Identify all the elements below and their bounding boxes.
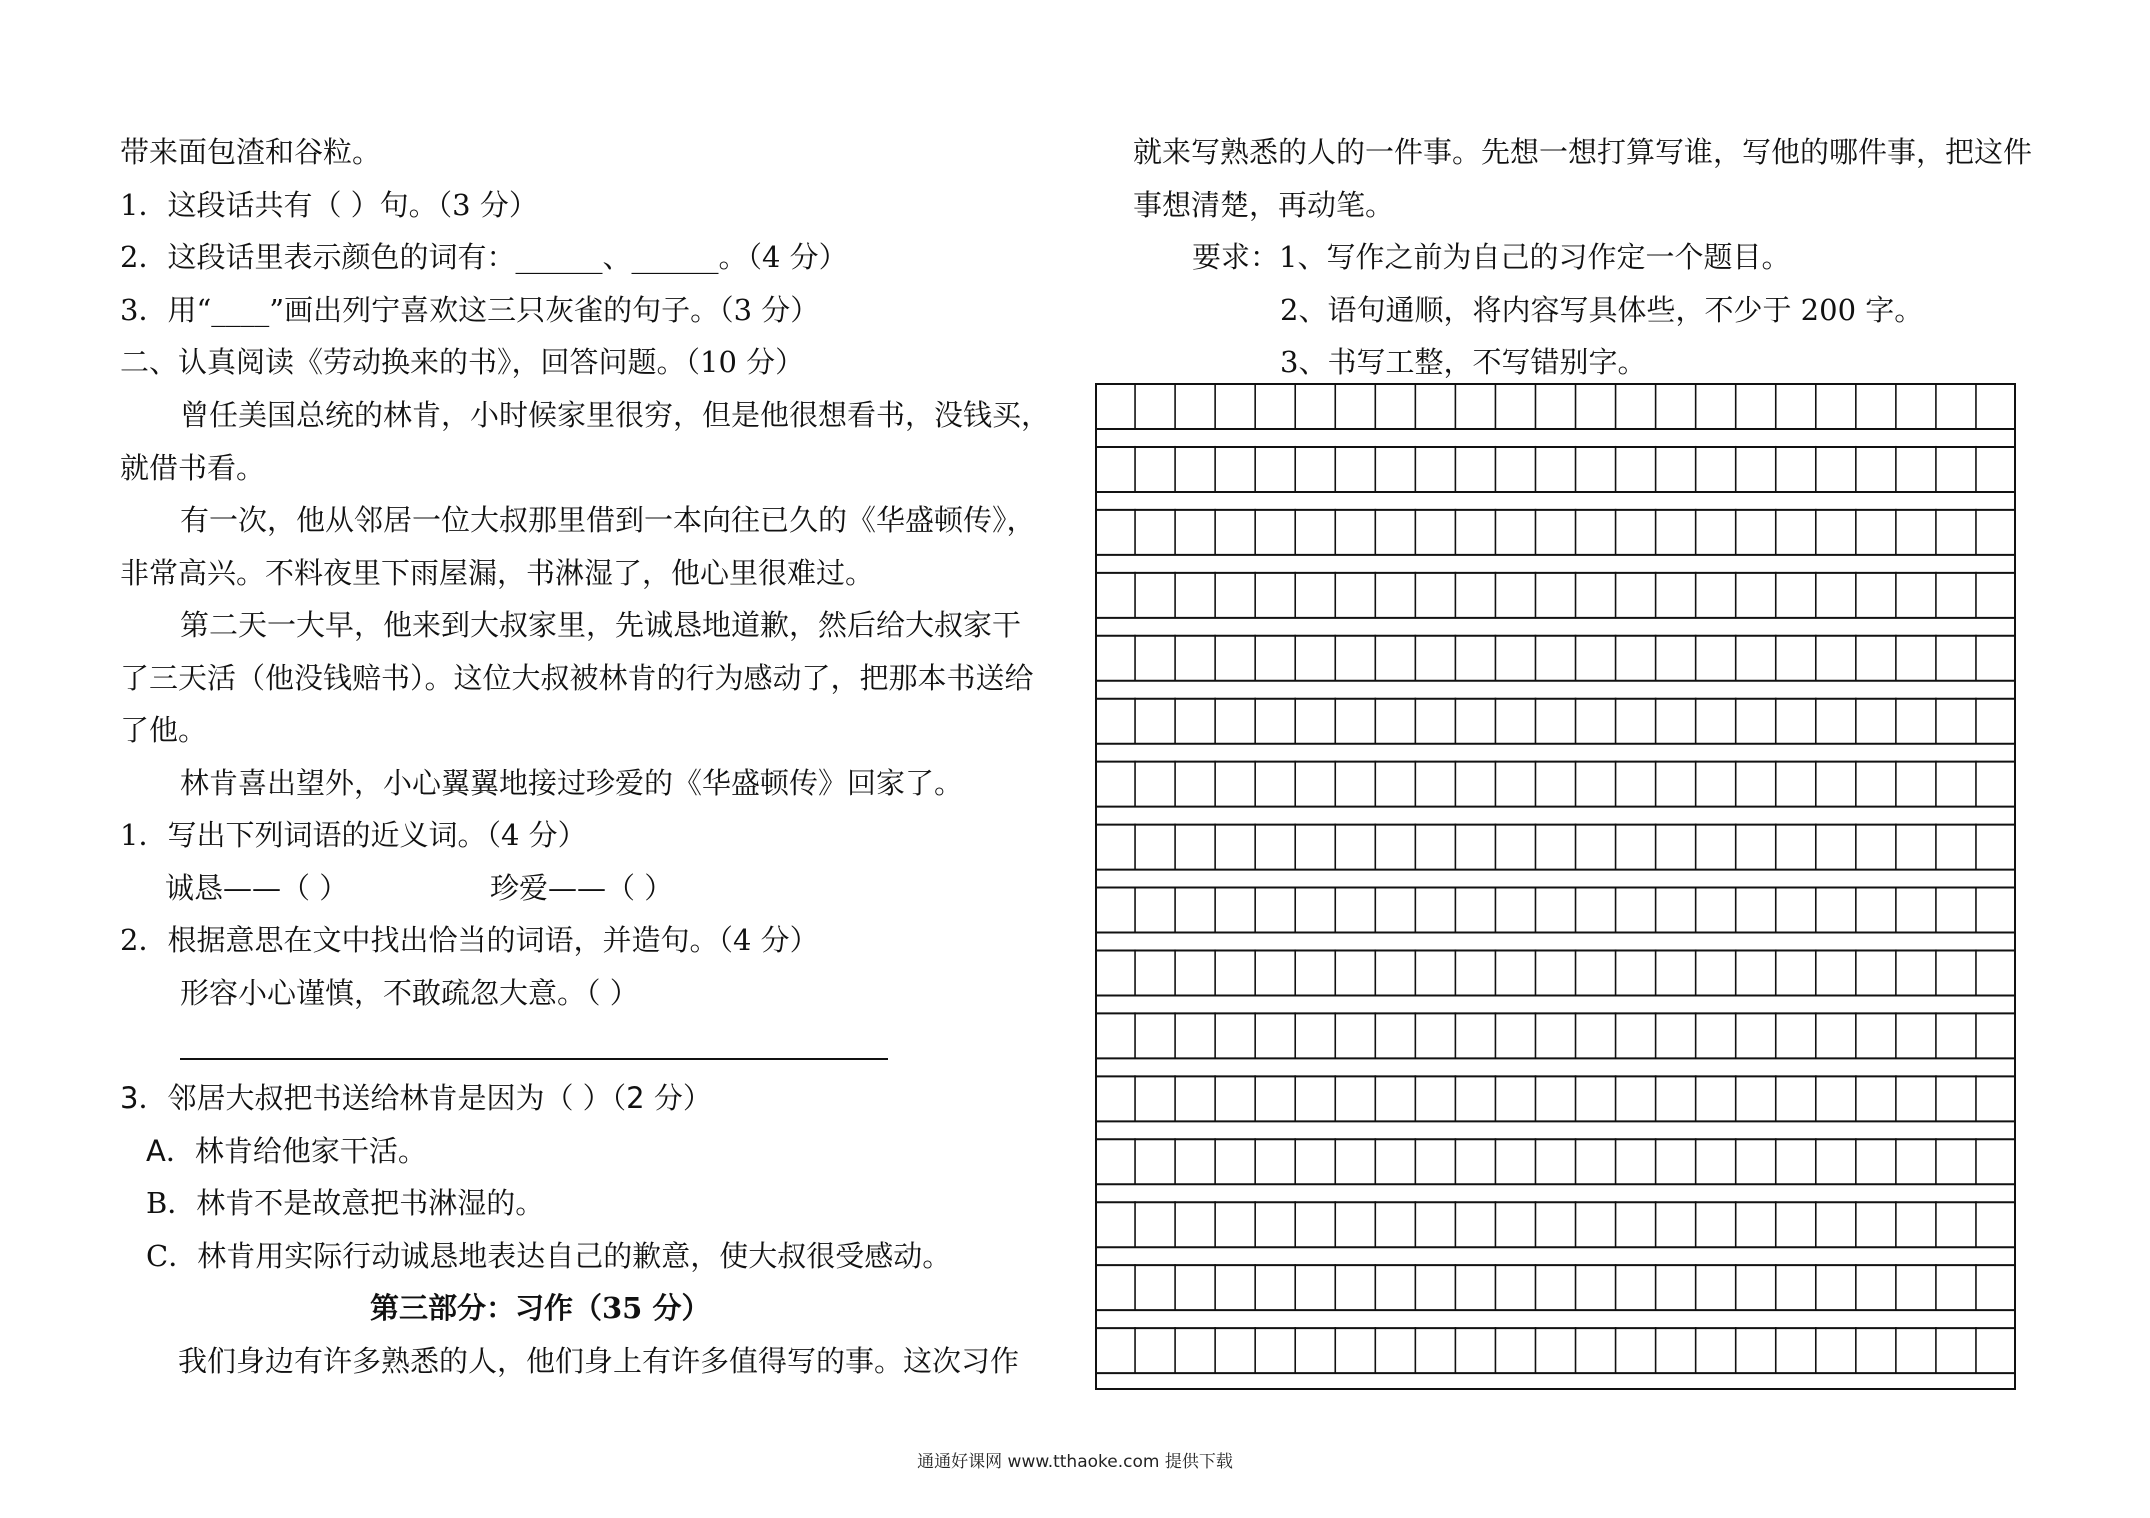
question-choice: 3．邻居大叔把书送给林肯是因为（ ）（2 分）	[120, 1081, 712, 1115]
section-2-heading: 二、认真阅读《劳动换来的书》，回答问题。（10 分）	[120, 345, 805, 379]
question-find-word: 2．根据意思在文中找出恰当的词语，并造句。（4 分）	[120, 923, 819, 957]
question-synonyms: 1．写出下列词语的近义词。（4 分）	[120, 818, 587, 852]
passage-paragraph-3-cont: 了三天活（他没钱赔书）。这位大叔被林肯的行为感动了，把那本书送给	[120, 661, 1034, 695]
passage-paragraph-1: 曾任美国总统的林肯，小时候家里很穷，但是他很想看书，没钱买，	[180, 398, 1051, 432]
composition-prompt-cont: 就来写熟悉的人的一件事。先想一想打算写谁，写他的哪件事，把这件	[1133, 135, 2033, 169]
requirement-3: 3、书写工整，不写错别字。	[1280, 345, 1647, 379]
passage-paragraph-3-end: 了他。	[120, 713, 208, 747]
synonym-item-2: 珍爱——（ ）	[490, 871, 674, 905]
choice-a: A．林肯给他家干活。	[146, 1134, 427, 1168]
choice-b: B．林肯不是故意把书淋湿的。	[146, 1186, 545, 1220]
answer-line	[180, 1058, 888, 1060]
passage-paragraph-3: 第二天一大早，他来到大叔家里，先诚恳地道歉，然后给大叔家干	[180, 608, 1022, 642]
section-3-heading: 第三部分：习作（35 分）	[370, 1291, 711, 1325]
question-3-underline: 3．用“____”画出列宁喜欢这三只灰雀的句子。（3 分）	[120, 293, 820, 327]
requirement-1: 要求：1、写作之前为自己的习作定一个题目。	[1192, 240, 1791, 274]
passage-paragraph-1-cont: 就借书看。	[120, 451, 266, 485]
footer-source: 通通好课网 www.tthaoke.com 提供下载	[917, 1452, 1233, 1472]
requirement-2: 2、语句通顺，将内容写具体些，不少于 200 字。	[1280, 293, 1924, 327]
passage-paragraph-2: 有一次，他从邻居一位大叔那里借到一本向往已久的《华盛顿传》，	[180, 503, 1036, 537]
composition-prompt: 我们身边有许多熟悉的人，他们身上有许多值得写的事。这次习作	[178, 1344, 1020, 1378]
synonym-item-1: 诚恳——（ ）	[165, 871, 349, 905]
passage-end: 带来面包渣和谷粒。	[120, 135, 382, 169]
question-2-color-words: 2．这段话里表示颜色的词有：______、______。（4 分）	[120, 240, 848, 274]
composition-prompt-end: 事想清楚，再动笔。	[1133, 188, 1395, 222]
choice-c: C．林肯用实际行动诚恳地表达自己的歉意，使大叔很受感动。	[146, 1239, 952, 1273]
question-1-sentence-count: 1．这段话共有（ ）句。（3 分）	[120, 188, 538, 222]
passage-paragraph-4: 林肯喜出望外，小心翼翼地接过珍爱的《华盛顿传》回家了。	[180, 766, 964, 800]
composition-grid	[1095, 383, 2016, 1390]
find-word-prompt: 形容小心谨慎，不敢疏忽大意。（ ）	[180, 976, 639, 1010]
passage-paragraph-2-cont: 非常高兴。不料夜里下雨屋漏，书淋湿了，他心里很难过。	[120, 556, 875, 590]
